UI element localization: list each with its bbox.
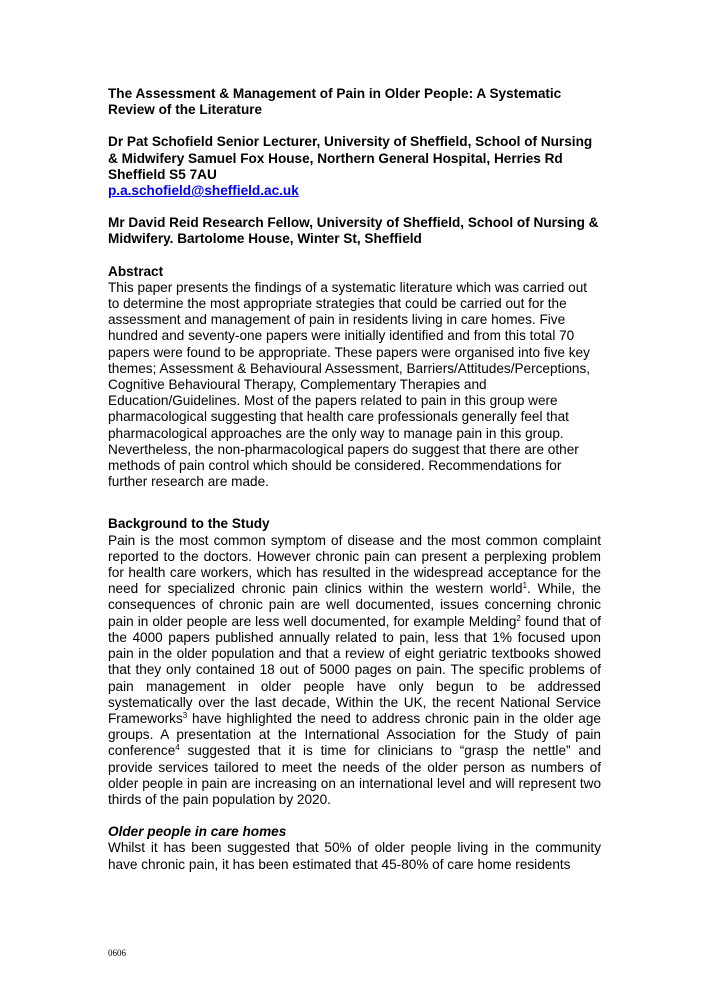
background-text-part: found that of the 4000 papers published annually related to pain, less that 1% focused upon pain in the older population and that a review of eight geriatric textbooks showed that they only contained 18 out of 5000 pages on pain. The specific problems of pain management in older people have only begun to be addressed systematically over the last decade, Within the UK, the recent National Service Frameworks: [108, 613, 601, 726]
author-1-affiliation: Dr Pat Schofield Senior Lecturer, University of Sheffield, School of Nursing & Midwifery Samuel Fox House, Northern General Hospital, Herries Rd Sheffield S5 7AU: [108, 134, 593, 182]
author-1-email-link[interactable]: p.a.schofield@sheffield.ac.uk: [108, 183, 299, 199]
citation-3: 3: [182, 710, 188, 720]
citation-2: 2: [516, 613, 521, 623]
abstract-text: This paper presents the findings of a systematic literature which was carried out to determine the most appropriate strategies that could be carried out for the assessment and management of pain in residents living in care homes. Five hundred and seventy-one papers were initially identified and from this total 70 papers were found to be appropriate. These papers were organised into five key themes; Assessment & Behavioural Assessment, Barriers/Attitudes/Perceptions, Cognitive Behavioural Therapy, Complementary Therapies and Education/Guidelines. Most of the papers related to pain in this group were pharmacological suggesting that health care professionals generally feel that pharmacological approaches are the only way to manage pain in this group. Nevertheless, the non-pharmacological papers do suggest that there are other methods of pain control which should be considered. Recommendations for further research are made.: [108, 279, 591, 490]
page-code: 0606: [108, 948, 126, 958]
citation-1: 1: [522, 581, 528, 591]
document-page: [108, 86, 601, 873]
care-homes-text: Whilst it has been suggested that 50% of older people living in the community have chronic pain, it has been estimated that 45-80% of care home residents: [108, 840, 601, 872]
background-text-part: have highlighted the need to address chronic pain in the older age groups. A presentation at the International Association for the Study of pain conference: [108, 710, 601, 759]
citation-4: 4: [175, 743, 180, 753]
paper-title: The Assessment & Management of Pain in Older People: A Systematic Review of the Literature: [108, 86, 562, 118]
background-text-part: suggested that it is time for clinicians to “grasp the nettle” and provide services tailored to meet the needs of the older person as numbers of older people in pain are increasing on an international level and will represent two thirds of the pain population by 2020.: [108, 743, 601, 807]
background-text: [108, 533, 601, 808]
background-heading: Background to the Study: [108, 516, 270, 532]
background-text-part: . While, the consequences of chronic pain are well documented, issues concerning chronic pain in older people are less well documented, for example Melding: [108, 581, 601, 629]
background-text-part: Pain is the most common symptom of disease and the most common complaint reported to the doctors. However chronic pain can present a perplexing problem for health care workers, which has resulted in the widespread acceptance for the need for specialized chronic pain clinics within the western world: [108, 532, 601, 597]
abstract-heading: Abstract: [108, 263, 164, 279]
author-2-affiliation: Mr David Reid Research Fellow, University of Sheffield, School of Nursing & Midwifery. Bartolome House, Winter St, Sheffield: [108, 215, 599, 247]
care-homes-heading: Older people in care homes: [108, 824, 287, 840]
